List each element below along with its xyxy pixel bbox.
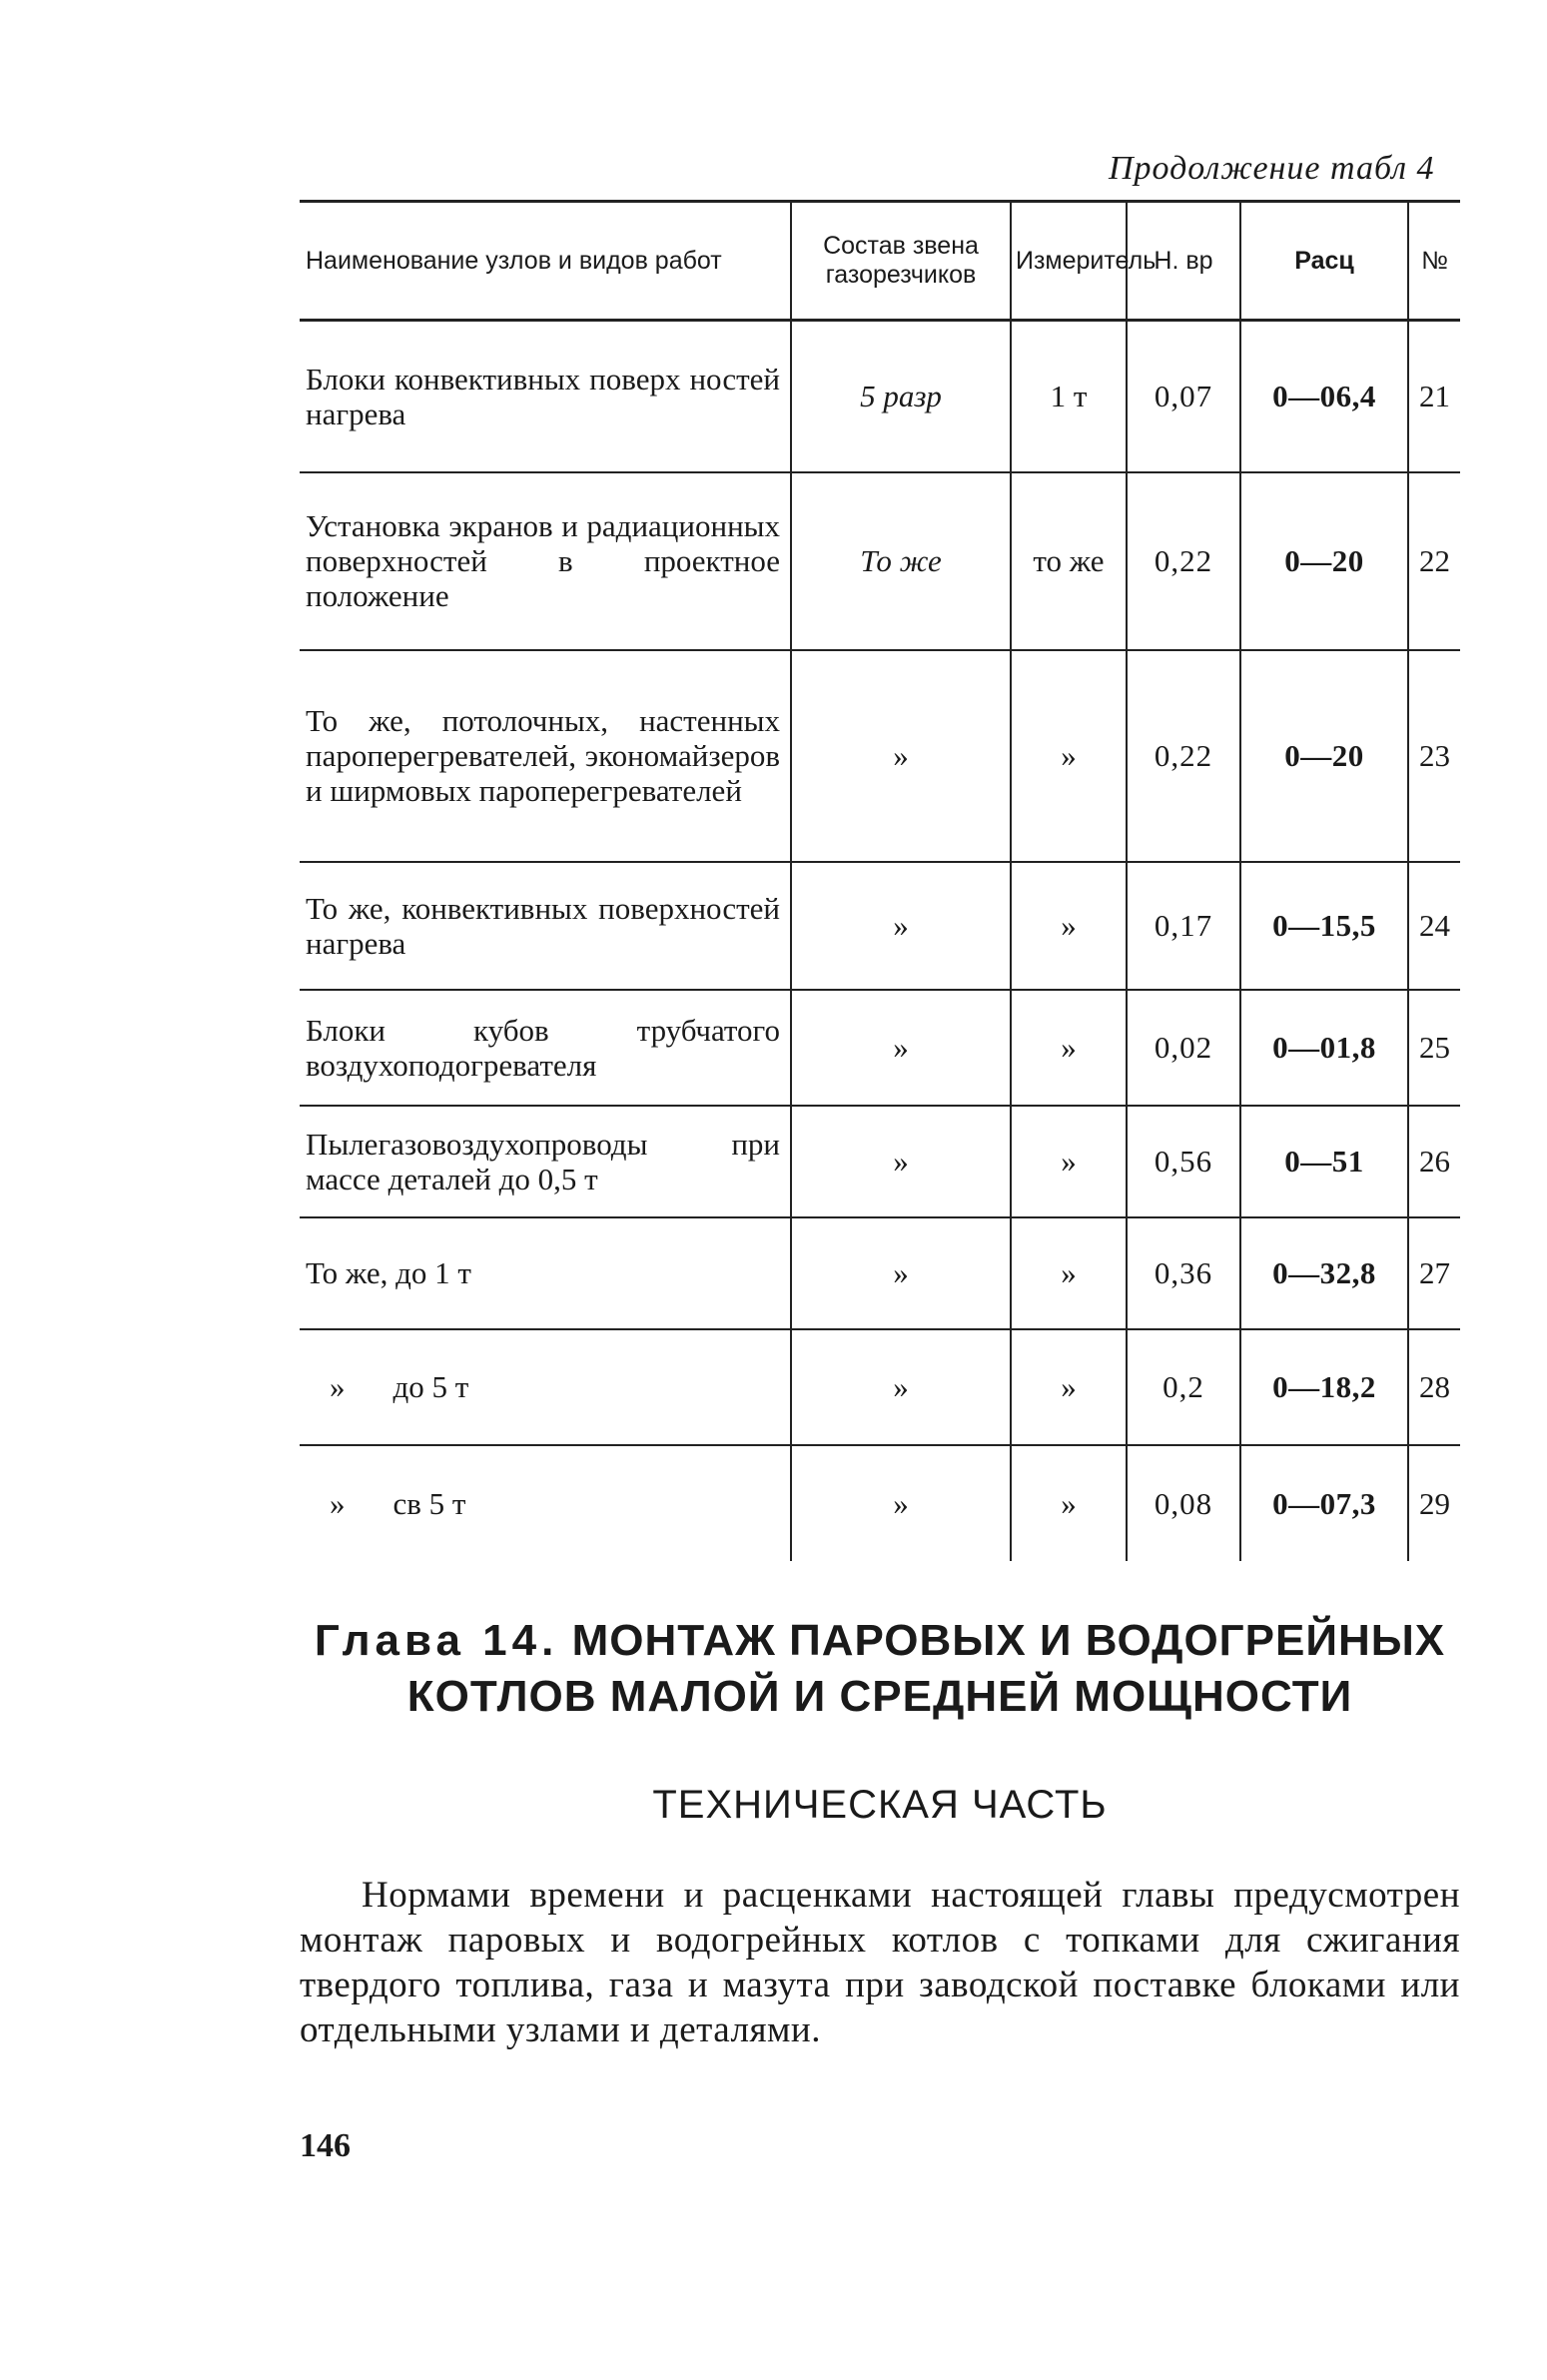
row-number: 23 [1408, 650, 1460, 862]
row-crew: » [791, 1106, 1011, 1217]
row-crew: » [791, 990, 1011, 1106]
row-norm-hours: 0,22 [1127, 472, 1240, 650]
row-name [300, 1445, 791, 1561]
chapter-title-part-1: МОНТАЖ ПАРОВЫХ И ВОДОГРЕЙНЫХ [571, 1616, 1446, 1665]
ditto-mark: » [330, 1369, 346, 1404]
row-rate: 0—01,8 [1240, 990, 1408, 1106]
row-unit: » [1011, 862, 1127, 990]
chapter-title-part-2: КОТЛОВ МАЛОЙ И СРЕДНЕЙ МОЩНОСТИ [406, 1672, 1353, 1721]
row-unit: то же [1011, 472, 1127, 650]
row-unit: 1 т [1011, 321, 1127, 472]
table-row [300, 1445, 1460, 1561]
row-crew: » [791, 1445, 1011, 1561]
table-row [300, 650, 1460, 862]
row-number: 22 [1408, 472, 1460, 650]
row-number: 25 [1408, 990, 1460, 1106]
row-unit: » [1011, 1329, 1127, 1445]
header-rate: Расц [1240, 202, 1408, 321]
row-name: То же, потолочных, настенных пароперегревателей, экономайзеров и ширмовых пароперегревателей [300, 650, 791, 862]
table-row [300, 1329, 1460, 1445]
row-crew: То же [791, 472, 1011, 650]
row-rate: 0—15,5 [1240, 862, 1408, 990]
row-unit: » [1011, 1217, 1127, 1329]
row-rate: 0—51 [1240, 1106, 1408, 1217]
table-row [300, 990, 1460, 1106]
norms-table [300, 200, 1460, 1561]
row-name: То же, до 1 т [300, 1217, 791, 1329]
row-name [300, 1329, 791, 1445]
norms-table-container [300, 200, 1460, 1561]
table-continuation-caption: Продолжение табл 4 [1109, 150, 1435, 187]
row-name: Блоки кубов трубчатого воздухоподогревателя [300, 990, 791, 1106]
row-norm-hours: 0,07 [1127, 321, 1240, 472]
row-crew: » [791, 862, 1011, 990]
header-crew: Состав звена газорезчиков [791, 202, 1011, 321]
table-row [300, 1106, 1460, 1217]
row-number: 21 [1408, 321, 1460, 472]
row-norm-hours: 0,02 [1127, 990, 1240, 1106]
section-title: ТЕХНИЧЕСКАЯ ЧАСТЬ [652, 1783, 1108, 1827]
row-norm-hours: 0,36 [1127, 1217, 1240, 1329]
row-name-text: до 5 т [392, 1369, 469, 1404]
row-norm-hours: 0,2 [1127, 1329, 1240, 1445]
row-name: Блоки конвективных поверх ностей нагрева [300, 321, 791, 472]
row-name: Установка экранов и радиационных поверхностей в проектное положение [300, 472, 791, 650]
row-unit: » [1011, 650, 1127, 862]
row-rate: 0—20 [1240, 650, 1408, 862]
row-norm-hours: 0,56 [1127, 1106, 1240, 1217]
page-number: 146 [300, 2127, 351, 2164]
table-row [300, 472, 1460, 650]
row-number: 24 [1408, 862, 1460, 990]
row-name-text: св 5 т [392, 1485, 466, 1521]
chapter-heading [300, 1613, 1460, 1725]
row-rate: 0—07,3 [1240, 1445, 1408, 1561]
row-name: То же, конвективных поверхностей нагрева [300, 862, 791, 990]
row-unit: » [1011, 1445, 1127, 1561]
chapter-number: Глава 14. [314, 1616, 559, 1665]
header-number: № [1408, 202, 1460, 321]
row-number: 28 [1408, 1329, 1460, 1445]
body-paragraph: Нормами времени и расценками настоящей главы предусмотрен монтаж паровых и водогрейных котлов с топками для сжигания твердого топлива, газа и мазута при заводской поставке блоками или отдельными узлами и деталями. [300, 1875, 1460, 2050]
row-number: 27 [1408, 1217, 1460, 1329]
header-unit: Измеритель [1011, 202, 1127, 321]
header-name: Наименование узлов и видов работ [300, 202, 791, 321]
row-crew: » [791, 1217, 1011, 1329]
row-norm-hours: 0,17 [1127, 862, 1240, 990]
header-norm-hours: Н. вр [1127, 202, 1240, 321]
row-rate: 0—20 [1240, 472, 1408, 650]
row-number: 26 [1408, 1106, 1460, 1217]
row-norm-hours: 0,22 [1127, 650, 1240, 862]
row-crew: » [791, 1329, 1011, 1445]
row-norm-hours: 0,08 [1127, 1445, 1240, 1561]
row-rate: 0—18,2 [1240, 1329, 1408, 1445]
chapter-heading-line-1 [300, 1613, 1460, 1669]
row-crew: 5 разр [791, 321, 1011, 472]
row-unit: » [1011, 990, 1127, 1106]
row-rate: 0—06,4 [1240, 321, 1408, 472]
ditto-mark: » [330, 1485, 346, 1521]
row-rate: 0—32,8 [1240, 1217, 1408, 1329]
row-number: 29 [1408, 1445, 1460, 1561]
row-unit: » [1011, 1106, 1127, 1217]
table-row [300, 321, 1460, 472]
row-crew: » [791, 650, 1011, 862]
table-row [300, 1217, 1460, 1329]
table-row [300, 862, 1460, 990]
table-header-row [300, 202, 1460, 321]
row-name: Пылегазовоздухопроводы при массе деталей до 0,5 т [300, 1106, 791, 1217]
